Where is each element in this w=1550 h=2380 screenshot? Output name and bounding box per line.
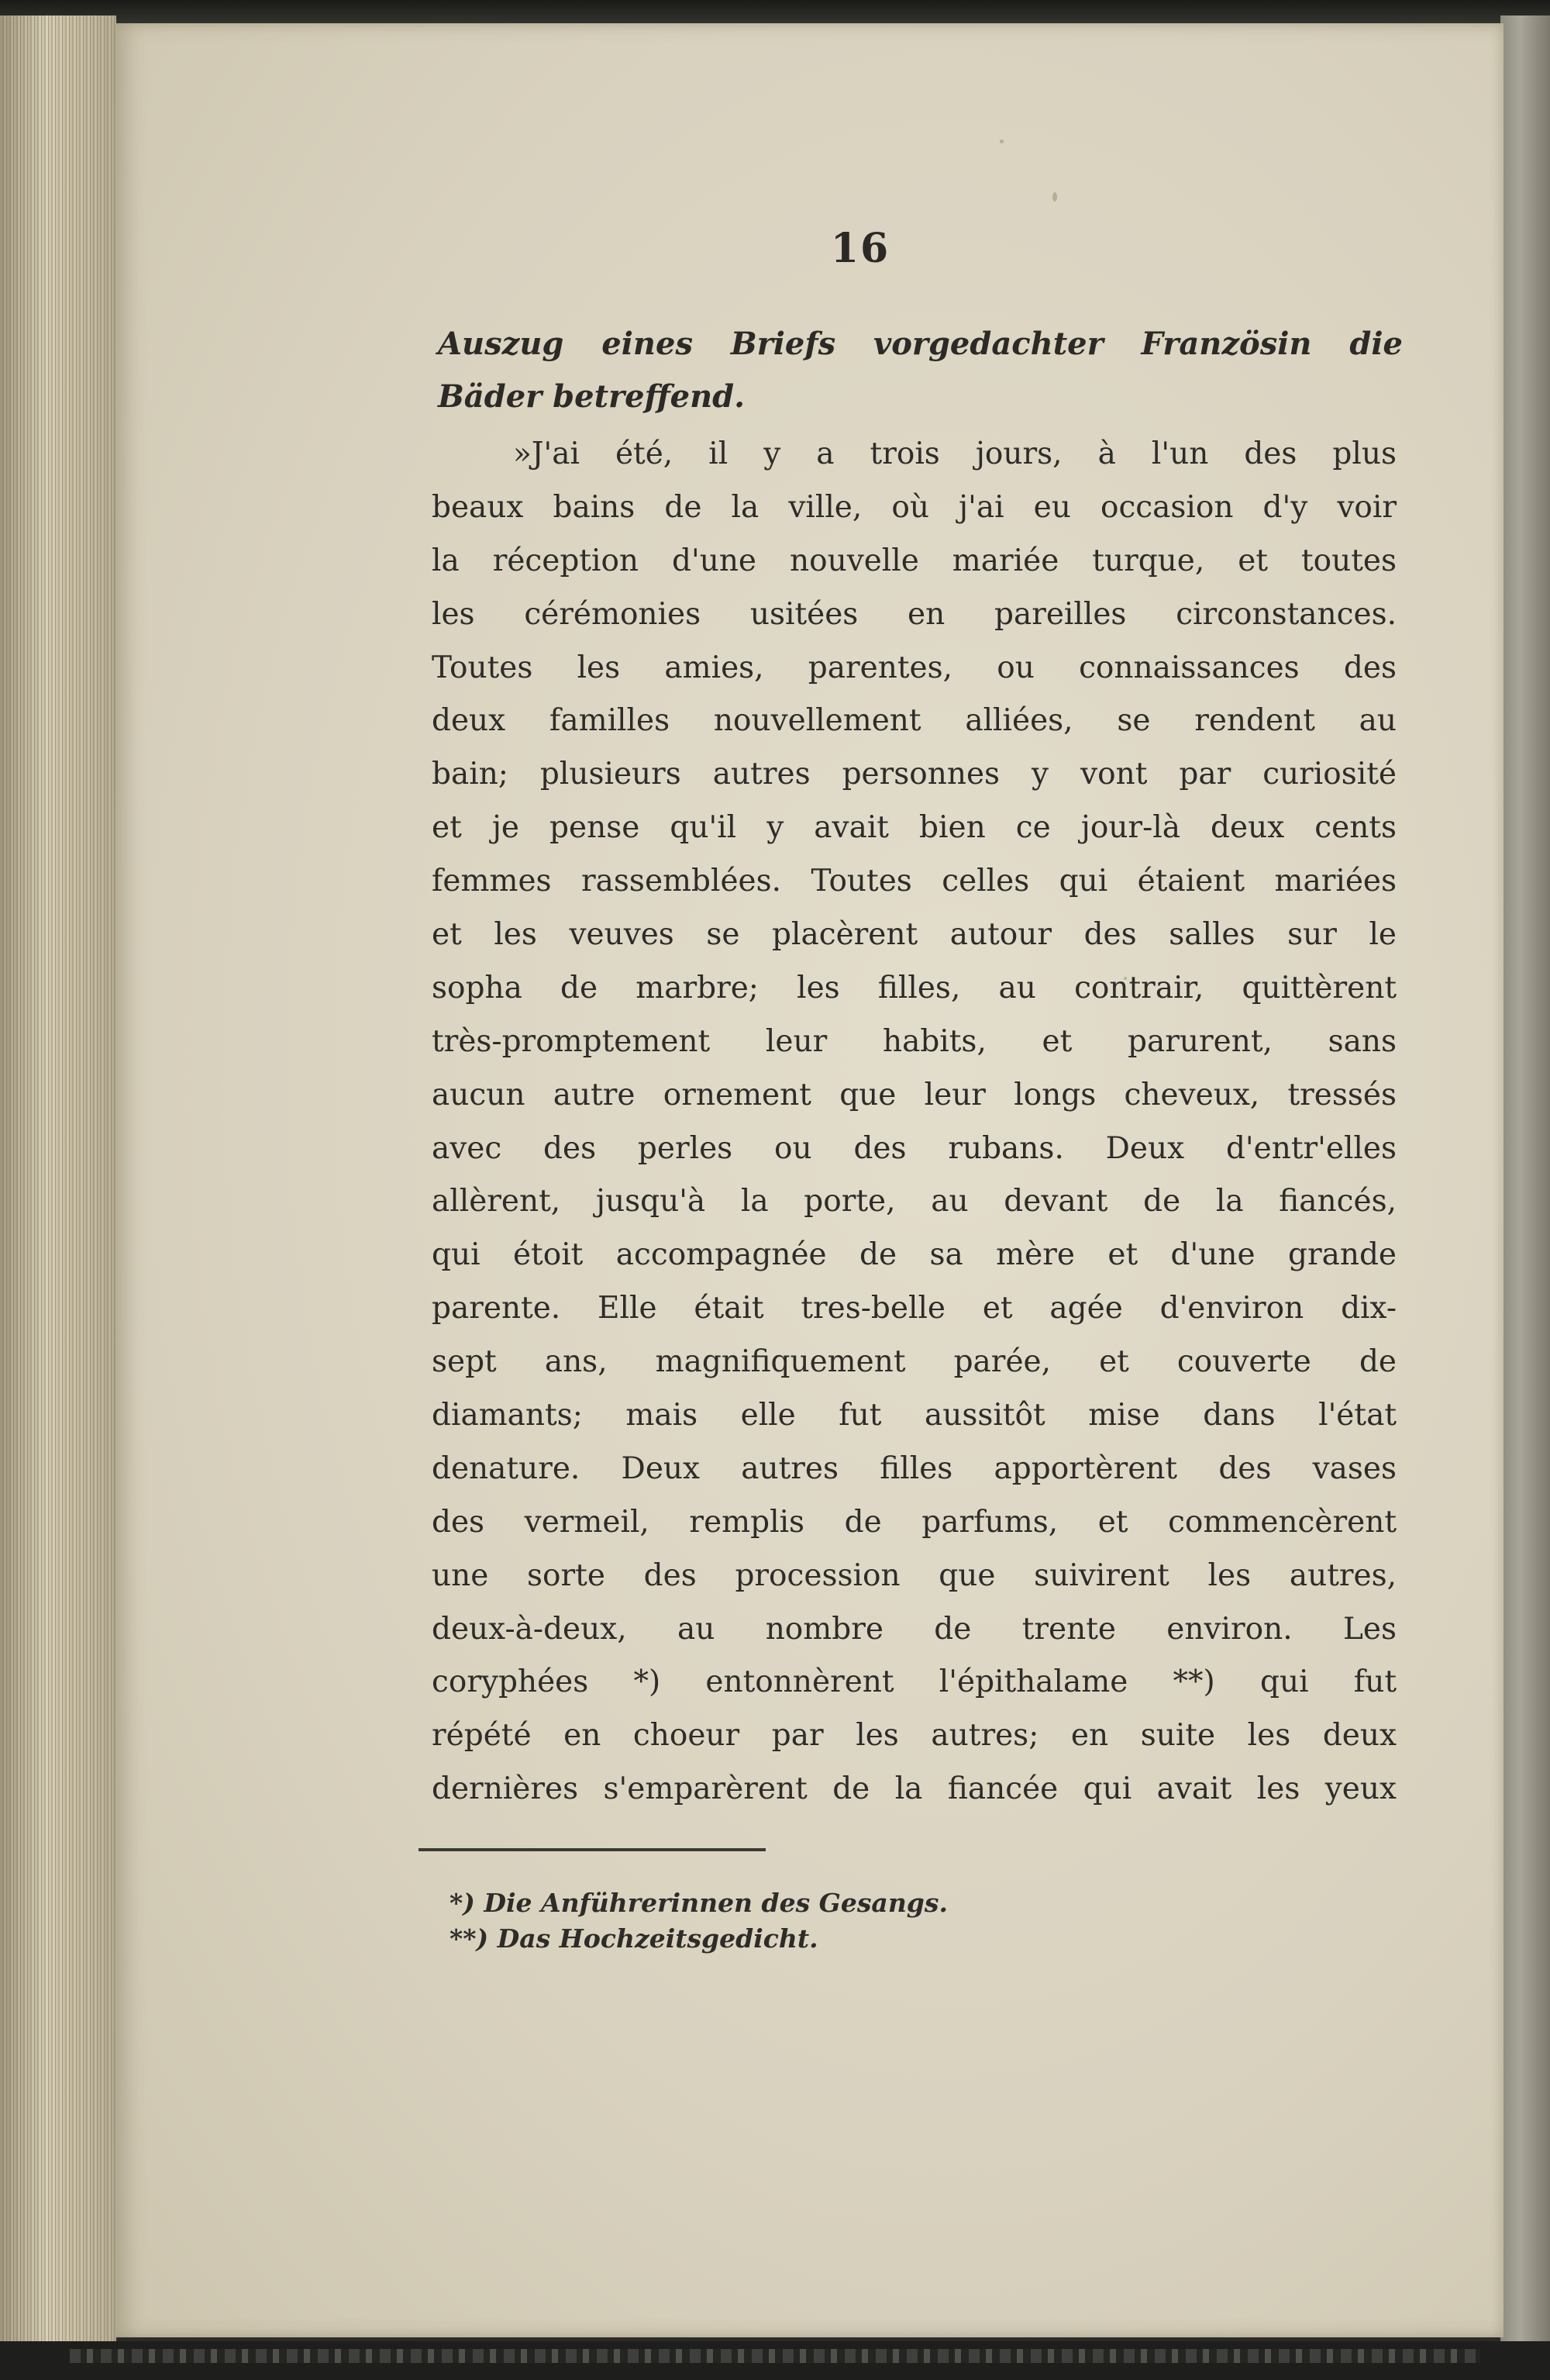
- text-line: et les veuves se placèrent autour des salles sur le: [432, 917, 1397, 953]
- heading-line: Bäder betreffend.: [438, 378, 746, 415]
- text-line: dernières s'emparèrent de la fiancée qui avait les yeux: [432, 1771, 1397, 1807]
- page-edges-shadow: [0, 16, 116, 2341]
- text-line: »J'ai été, il y a trois jours, à l'un des plus: [513, 436, 1397, 471]
- text-line: Toutes les amies, parentes, ou connaissances des: [432, 650, 1397, 685]
- text-line: répété en choeur par les autres; en suite les deux: [432, 1718, 1397, 1754]
- book-spine-stripe: [70, 2349, 1480, 2363]
- text-line: des vermeil, remplis de parfums, et commencèrent: [432, 1504, 1397, 1540]
- text-line: et je pense qu'il y avait bien ce jour-là deux cents: [432, 810, 1397, 846]
- text-line: denature. Deux autres filles apportèrent des vases: [432, 1450, 1397, 1486]
- text-line: allèrent, jusqu'à la porte, au devant de la fiancés,: [432, 1184, 1397, 1219]
- text-line: aucun autre ornement que leur longs cheveux, tressés: [432, 1077, 1397, 1112]
- body-text: [432, 428, 1397, 1816]
- text-line: diamants; mais elle fut aussitôt mise dans l'état: [432, 1398, 1397, 1433]
- text-line: qui étoit accompagnée de sa mère et d'une grande: [432, 1237, 1397, 1273]
- footnotes: [450, 1885, 1147, 1957]
- paper-spot: [1000, 140, 1004, 143]
- text-line: les cérémonies usitées en pareilles circonstances.: [432, 596, 1397, 632]
- text-line: beaux bains de la ville, où j'ai eu occasion d'y voir: [432, 489, 1397, 525]
- text-line: deux-à-deux, au nombre de trente environ. Les: [432, 1611, 1397, 1647]
- text-line: bain; plusieurs autres personnes y vont par curiosité: [432, 757, 1397, 792]
- text-line: très-promptement leur habits, et parurent, sans: [432, 1023, 1397, 1059]
- text-line: avec des perles ou des rubans. Deux d'entr'elles: [432, 1130, 1397, 1166]
- text-line: sept ans, magnifiquement parée, et couverte de: [432, 1344, 1397, 1380]
- text-line: coryphées *) entonnèrent l'épithalame **) qui fut: [432, 1664, 1397, 1700]
- text-line: sopha de marbre; les filles, au contrair, quittèrent: [432, 970, 1397, 1005]
- footnote: **) Das Hochzeitsgedicht.: [450, 1923, 818, 1954]
- text-line: une sorte des procession que suivirent les autres,: [432, 1557, 1397, 1593]
- page-number: 16: [830, 225, 890, 272]
- text-line: la réception d'une nouvelle mariée turque, et toutes: [432, 543, 1397, 578]
- section-heading: [438, 318, 1403, 423]
- text-line: femmes rassemblées. Toutes celles qui étaient mariées: [432, 864, 1397, 899]
- scanner-background-bottom: [0, 2341, 1550, 2380]
- text-line: deux familles nouvellement alliées, se rendent au: [432, 703, 1397, 739]
- footnote-separator: [418, 1848, 766, 1851]
- paper-spot: [1052, 192, 1057, 202]
- heading-line: Auszug eines Briefs vorgedachter Französin die: [438, 326, 1403, 362]
- text-line: parente. Elle était tres-belle et agée d'environ dix-: [432, 1291, 1397, 1326]
- footnote: *) Die Anführerinnen des Gesangs.: [450, 1888, 948, 1918]
- book-cover-edge: [1500, 16, 1550, 2349]
